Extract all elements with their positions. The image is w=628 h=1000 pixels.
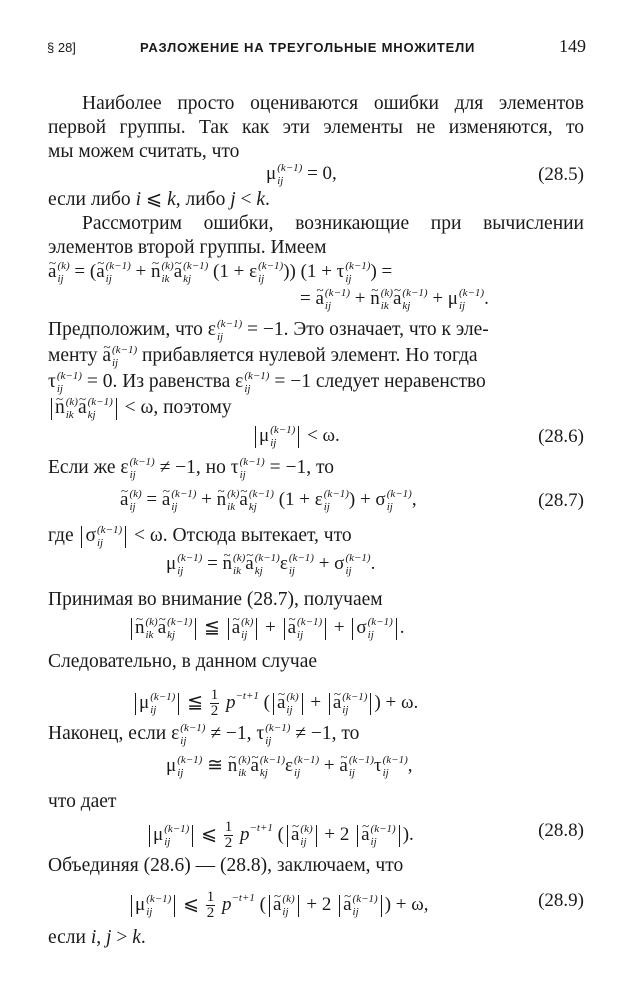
text-fragment: если либо xyxy=(48,189,131,210)
section-marker: § 28] xyxy=(47,40,76,55)
text-fragment: , либо xyxy=(175,189,226,210)
formula-28-5: μ (k−1) ij = 0, xyxy=(266,161,337,187)
text-fragment: Предположим, что xyxy=(48,319,203,340)
text-fragment: . Это означает, что к эле- xyxy=(283,319,489,340)
formula-28-7: ~ a (k) ij = ~ a (k−1) ij + ~ n (k) ik ~ a (k−1) kj (1 + ε (k−1) ij ) + σ (k−1) ij , xyxy=(120,488,417,513)
formula-main-1: ~ a (k) ij = (~ a (k−1) ij + ~ n (k) ik ~ a (k−1) kj (1 + ε (k−1) ij )) (1 + τ (k−1) ij ) = xyxy=(48,260,584,285)
text-fragment: . Из равенства xyxy=(112,371,231,392)
formula-ineq-1: ~ n (k) ik ~ a (k−1) kj ≦ ~ a (k) ij + ~ a (k−1) ij + σ (k−1) ij . xyxy=(128,616,405,641)
text-line: ~ n (k) ik ~ a (k−1) kj < ω, поэтому xyxy=(48,396,584,421)
text-line: Объединяя (28.6) — (28.8), заключаем, что xyxy=(48,855,404,876)
text-fragment: если xyxy=(48,927,86,948)
text-line: Принимая во внимание (28.7), получаем xyxy=(48,589,383,610)
formula-mu: μ (k−1) ij = ~ n (k) ik ~ a (k−1) kj ε (k−1) ij + σ (k−1) ij . xyxy=(166,552,375,577)
formula-ineq-2: μ (k−1) ij ≦ $\frac{1}{2}$ $p^{-t+1}$ (~ a (k) ij + ~ a (k−1) ij ) + ω. xyxy=(132,684,418,719)
text-line: τ (k−1) ij = 0. Из равенства ε (k−1) ij = −1 следует неравенство xyxy=(48,369,486,395)
formula-28-8: μ (k−1) ij ⩽ $\frac{1}{2}$ $p^{-t+1}$ (~ a (k) ij + 2 ~ a (k−1) ij ). xyxy=(146,816,414,851)
equation-number: (28.7) xyxy=(538,490,584,511)
text-fragment: , то xyxy=(331,723,360,744)
text-line: элементов второй группы. Имеем xyxy=(48,237,327,258)
text-line: Рассмотрим ошибки, возникающие при вычислении xyxy=(82,213,584,234)
text-fragment: Если же xyxy=(48,457,116,478)
text-line: менту ~ a (k−1) ij прибавляется нулевой элемент. Но тогда xyxy=(48,344,584,369)
page-number: 149 xyxy=(559,36,586,56)
text-line: первой группы. Так как эти элементы не изменяются, то xyxy=(48,117,584,138)
equation-number: (28.9) xyxy=(538,890,584,911)
equation-number: (28.6) xyxy=(538,426,584,447)
text-line: мы можем считать, что xyxy=(48,141,240,162)
text-fragment: где xyxy=(48,525,74,546)
condition-line: если либо i ⩽ k, либо j < k. xyxy=(48,189,270,210)
formula-28-6: μ (k−1) ij < ω. xyxy=(252,424,340,449)
text-fragment: Наконец, если xyxy=(48,723,167,744)
text-fragment: следует неравенство xyxy=(315,371,486,392)
text-line: Наиболее просто оцениваются ошибки для элементов xyxy=(82,93,584,114)
equation-number: (28.8) xyxy=(538,820,584,841)
text-fragment: , то xyxy=(306,457,334,478)
text-fragment: прибавляется нулевой элемент. Но тогда xyxy=(142,345,478,366)
text-fragment: менту xyxy=(48,345,98,366)
running-title: РАЗЛОЖЕНИЕ НА ТРЕУГОЛЬНЫЕ МНОЖИТЕЛИ xyxy=(140,40,476,55)
text-fragment: . Отсюда вытекает, что xyxy=(162,525,352,546)
text-line: что дает xyxy=(48,791,117,812)
formula-mu-approx: μ (k−1) ij ≅ ~ n (k) ik ~ a (k−1) kj ε (k−1) ij + ~ a (k−1) ij τ (k−1) ij , xyxy=(166,754,413,779)
equation-number: (28.5) xyxy=(538,164,584,185)
text-line: если i, j > k. xyxy=(48,927,146,948)
text-line: Наконец, если ε (k−1) ij ≠ −1, τ (k−1) ij ≠ −1, то xyxy=(48,721,360,747)
formula-main-2: = ~ a (k−1) ij + ~ n (k) ik ~ a (k−1) kj + μ (k−1) ij . xyxy=(300,287,489,312)
text-line: Предположим, что ε (k−1) ij = −1. Это означает, что к эле- xyxy=(48,317,489,343)
formula-28-9: μ (k−1) ij ⩽ $\frac{1}{2}$ $p^{-t+1}$ (~ a (k) ij + 2 ~ a (k−1) ij ) + ω, xyxy=(128,886,429,921)
text-line: Если же ε (k−1) ij ≠ −1, но τ (k−1) ij = −1, то xyxy=(48,455,334,481)
text-line: где σ (k−1) ij < ω. Отсюда вытекает, что xyxy=(48,523,352,549)
text-fragment: , но xyxy=(195,457,226,478)
text-line: Следовательно, в данном случае xyxy=(48,651,318,672)
text-fragment: , поэтому xyxy=(153,397,232,418)
